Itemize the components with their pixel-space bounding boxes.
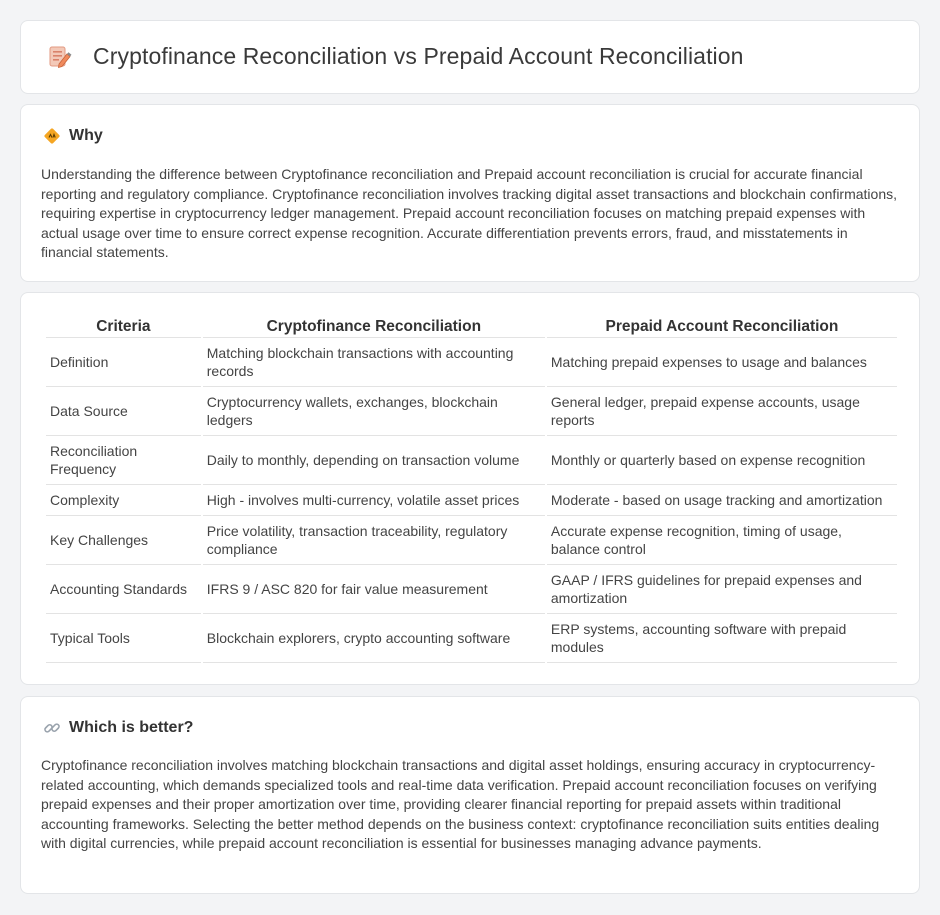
title-row (47, 43, 744, 70)
cryptofinance-cell: Cryptocurrency wallets, exchanges, blockchain ledgers (203, 387, 545, 436)
criteria-cell: Data Source (46, 387, 201, 436)
table-row (46, 516, 897, 565)
better-text: Cryptofinance reconciliation involves matching blockchain transactions and digital asset holdings, ensuring accuracy in cryptocurrency-related accounting, which demands specialized tools and real-time data verification. Prepaid account reconciliation focuses on verifying prepaid expenses and their proper amortization over time, providing clearer financial reporting for prepaid assets within traditional accounting frameworks. Selecting the better method depends on the business context: cryptofinance reconciliation suits entities dealing with digital currencies, while prepaid account reconciliation is essential for businesses managing advance payments. (41, 757, 880, 852)
prepaid-cell: Moderate - based on usage tracking and amortization (547, 485, 897, 516)
prepaid-cell: Monthly or quarterly based on expense recognition (547, 436, 897, 485)
link-icon (43, 719, 61, 737)
comparison-table-card (20, 292, 920, 685)
better-heading-row (43, 719, 193, 737)
table-row (46, 387, 897, 436)
cryptofinance-cell: Blockchain explorers, crypto accounting software (203, 614, 545, 663)
title-card (20, 20, 920, 94)
criteria-cell: Typical Tools (46, 614, 201, 663)
diamond-sign-icon (43, 127, 61, 145)
prepaid-cell: GAAP / IFRS guidelines for prepaid expenses and amortization (547, 565, 897, 614)
table-row (46, 338, 897, 387)
why-section (20, 104, 920, 282)
table-row (46, 614, 897, 663)
page-title: Cryptofinance Reconciliation vs Prepaid Account Reconciliation (93, 43, 744, 69)
document-pencil-icon (47, 44, 73, 70)
header-criteria: Criteria (46, 316, 201, 338)
better-heading: Which is better? (69, 719, 194, 736)
header-prepaid: Prepaid Account Reconciliation (547, 316, 897, 338)
criteria-cell: Accounting Standards (46, 565, 201, 614)
cryptofinance-cell: High - involves multi-currency, volatile asset prices (203, 485, 545, 516)
criteria-cell: Definition (46, 338, 201, 387)
cryptofinance-cell: IFRS 9 / ASC 820 for fair value measurement (203, 565, 545, 614)
table-header-row (46, 316, 897, 338)
prepaid-cell: ERP systems, accounting software with prepaid modules (547, 614, 897, 663)
table-row (46, 565, 897, 614)
criteria-cell: Reconciliation Frequency (46, 436, 201, 485)
table-row (46, 485, 897, 516)
criteria-cell: Key Challenges (46, 516, 201, 565)
prepaid-cell: Accurate expense recognition, timing of usage, balance control (547, 516, 897, 565)
prepaid-cell: General ledger, prepaid expense accounts, usage reports (547, 387, 897, 436)
comparison-table (44, 316, 899, 663)
which-is-better-section (20, 696, 920, 894)
cryptofinance-cell: Matching blockchain transactions with accounting records (203, 338, 545, 387)
criteria-cell: Complexity (46, 485, 201, 516)
why-heading-row (43, 127, 103, 145)
cryptofinance-cell: Daily to monthly, depending on transaction volume (203, 436, 545, 485)
prepaid-cell: Matching prepaid expenses to usage and balances (547, 338, 897, 387)
header-cryptofinance: Cryptofinance Reconciliation (203, 316, 545, 338)
table-row (46, 436, 897, 485)
why-text: Understanding the difference between Cryptofinance reconciliation and Prepaid account reconciliation is crucial for accurate financial reporting and regulatory compliance. Cryptofinance reconciliation involves tracking digital asset transactions and blockchain confirmations, requiring expertise in cryptocurrency ledger management. Prepaid account reconciliation focuses on matching prepaid expenses with actual usage over time to ensure correct expense recognition. Accurate differentiation prevents errors, fraud, and misstatements in financial statements. (41, 166, 898, 261)
cryptofinance-cell: Price volatility, transaction traceability, regulatory compliance (203, 516, 545, 565)
why-heading: Why (69, 127, 103, 144)
